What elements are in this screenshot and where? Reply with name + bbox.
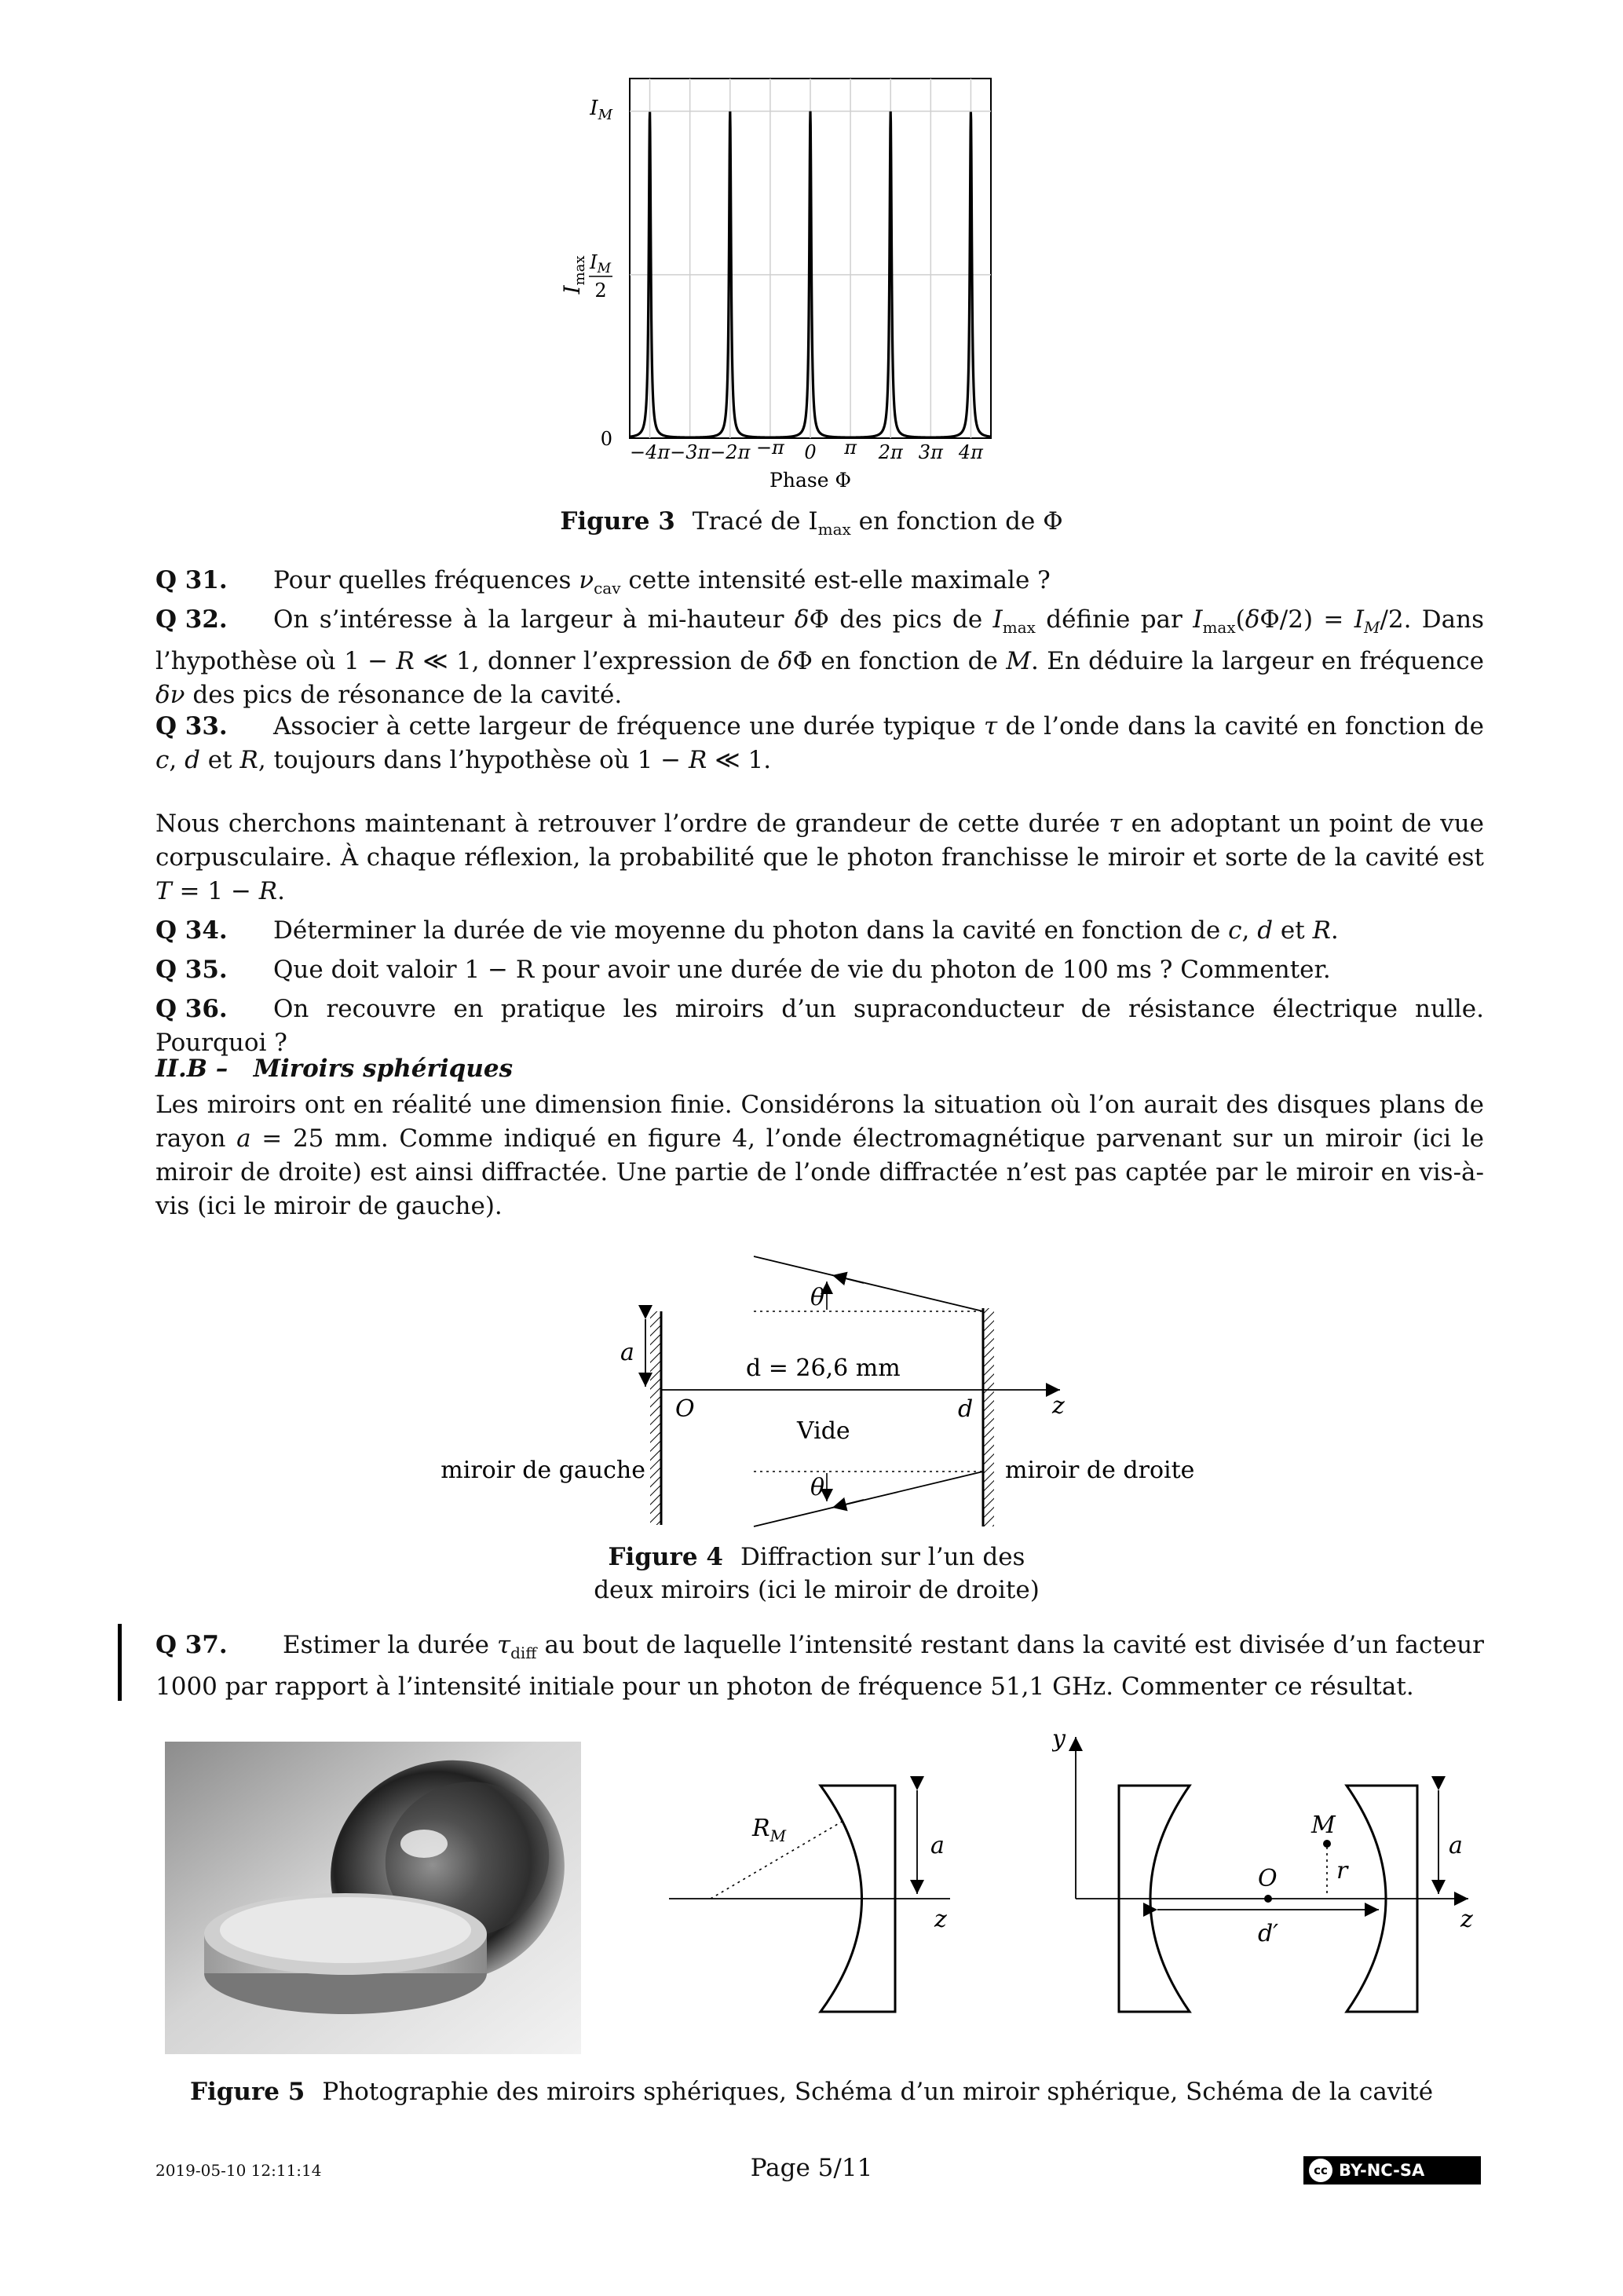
figure-3-caption: Figure 3 Tracé de $I_{max}$ en fonction de Φ — [560, 507, 1063, 539]
ray-arrow-top — [832, 1275, 864, 1283]
label-y: y — [1052, 1725, 1066, 1753]
figure-5-caption: Figure 5 Photographie des miroirs sphériques, Schéma d’un miroir sphérique, Schéma de la cavité — [189, 2078, 1434, 2106]
license-badge — [1303, 2156, 1481, 2184]
label-RM: $R_M$ — [752, 1815, 787, 1845]
figure-3-chart — [550, 63, 1099, 510]
label-M: M — [1311, 1812, 1336, 1839]
label-r: r — [1336, 1857, 1348, 1885]
x-tick-label: −2π — [710, 441, 751, 463]
label-dprime: d′ — [1258, 1920, 1279, 1947]
x-tick-label: −π — [755, 437, 784, 459]
question-33: Q 33. Associer à cette largeur de fréquence une durée typique τ de l’onde dans la cavité en fonction de c, d et R, toujours dans l’hypothèse où 1 − R ≪ 1. — [155, 712, 1484, 774]
x-tick-label: −4π — [629, 441, 671, 463]
x-tick-label: 2π — [878, 441, 903, 463]
label-right-mirror: miroir de droite — [1005, 1457, 1195, 1484]
y-tick-mid-num: $I_M$ — [590, 251, 611, 276]
label-left-mirror: miroir de gauche — [440, 1457, 645, 1484]
cavity-schema — [1052, 1721, 1492, 2073]
question-34: Q 34. Déterminer la durée de vie moyenne du photon dans la cavité en fonction de c, d et R. — [155, 916, 1339, 945]
label-z: z — [1460, 1906, 1473, 1933]
label-a: a — [620, 1339, 634, 1366]
label-a: a — [930, 1832, 945, 1859]
spherical-mirror-schema — [667, 1767, 981, 2073]
figure-4-diagram — [424, 1233, 1209, 1539]
ray-arrow-bottom — [832, 1500, 864, 1508]
page-number: Page 5/11 — [750, 2154, 873, 2182]
license-text: BY-NC-SA — [1339, 2161, 1425, 2180]
label-d-value: d = 26,6 mm — [746, 1355, 901, 1382]
x-tick-labels — [630, 437, 984, 463]
x-tick-label: 4π — [958, 441, 983, 463]
question-35: Q 35. Que doit valoir 1 − R pour avoir une durée de vie du photon de 100 ms ? Commenter. — [155, 956, 1331, 984]
cc-icon: cc — [1309, 2159, 1332, 2182]
question-31: Q 31. Pour quelles fréquences $\nu_{cav}$ cette intensité est-elle maximale ? — [155, 566, 1051, 598]
label-z: z — [1052, 1392, 1065, 1420]
label-d: d — [958, 1395, 974, 1423]
label-theta-bottom: θ — [810, 1474, 825, 1501]
spherical-mirrors-photo — [165, 1742, 581, 2054]
y-tick-mid-den: 2 — [594, 280, 607, 302]
label-a: a — [1449, 1832, 1463, 1859]
section-paragraph: Les miroirs ont en réalité une dimension finie. Considérons la situation où l’on aurait des disques plans de rayon a = 25 mm. Comme indiqué en figure 4, l’onde électromagnétique parvenant sur un miroir (ici le miroir de droite) est ainsi diffractée. Une partie de l’onde diffractée n’est pas captée par le miroir en vis-à-vis (ici le miroir de gauche). — [155, 1091, 1484, 1220]
change-bar — [118, 1624, 122, 1701]
question-36: Q 36. On recouvre en pratique les miroirs d’un supraconducteur de résistance électrique nulle. Pourquoi ? — [155, 995, 1484, 1057]
figure-4-caption: Figure 4 Diffraction sur l’un des deux miroirs (ici le miroir de droite) — [594, 1543, 1040, 1604]
x-tick-label: 0 — [804, 441, 817, 463]
section-heading: II.B – Miroirs sphériques — [155, 1055, 514, 1083]
label-O: O — [675, 1395, 695, 1423]
left-mirror-hatch — [650, 1311, 661, 1525]
label-O: O — [1258, 1865, 1278, 1892]
intro-paragraph: Nous cherchons maintenant à retrouver l’ordre de grandeur de cette durée τ en adoptant un point de vue corpusculaire. À chaque réflexion, la probabilité que le photon franchisse le miroir et sorte de la cavité est T = 1 − R. — [155, 810, 1484, 905]
y-axis-label: $I_{max}$ — [559, 255, 588, 294]
question-32: Q 32. On s’intéresse à la largeur à mi-hauteur δΦ des pics de $I_{max}$ définie par $I_{max}(\delta\Phi/2) = I_M/2$. Dans l’hypothèse où 1 − R ≪ 1, donner l’expression de δΦ en fonction de M. En déduire la largeur en fréquence δν des pics de résonance de la cavité. — [155, 605, 1484, 710]
right-mirror-hatch — [983, 1308, 994, 1526]
question-37: Q 37. Estimer la durée $\tau_{diff}$ au bout de laquelle l’intensité restant dans la cavité est divisée d’un facteur 1000 par rapport à l’intensité initiale pour un photon de fréquence 51,1 GHz. Commenter ce résultat. — [155, 1631, 1484, 1702]
footer-timestamp: 2019-05-10 12:11:14 — [155, 2161, 322, 2180]
label-vide: Vide — [797, 1417, 850, 1445]
diffracted-ray-top — [754, 1256, 983, 1311]
x-tick-label: −3π — [670, 441, 711, 463]
label-theta-top: θ — [810, 1284, 825, 1311]
x-axis-label: Phase Φ — [769, 469, 851, 492]
x-tick-label: 3π — [918, 441, 943, 463]
label-z: z — [934, 1906, 947, 1933]
y-tick-zero: 0 — [600, 428, 612, 450]
point-O — [1264, 1895, 1272, 1903]
y-tick-top: $I_M$ — [590, 97, 612, 123]
point-M — [1323, 1840, 1331, 1848]
x-tick-label: π — [844, 437, 857, 459]
diffracted-ray-bottom — [754, 1472, 983, 1526]
